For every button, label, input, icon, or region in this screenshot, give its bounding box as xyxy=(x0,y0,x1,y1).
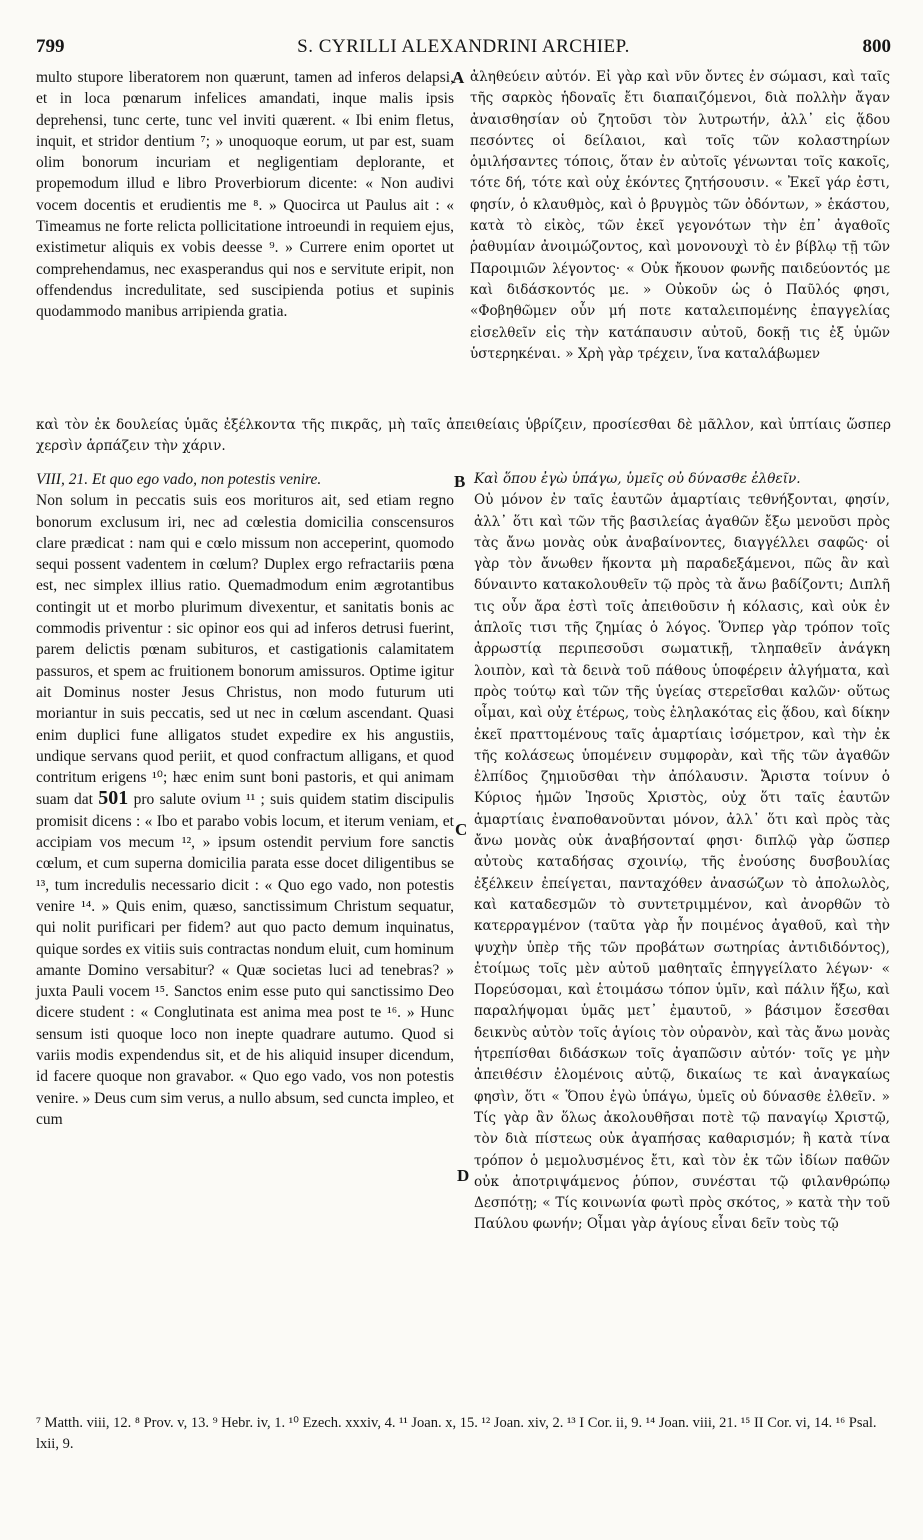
margin-marker-c: C xyxy=(455,820,468,839)
greek-fullwidth-passage: καὶ τὸν ἐκ δουλείας ὑμᾶς ἐξέλκοντα τῆς πικρᾶς, μὴ ταῖς ἀπειθείαις ὑβρίζειν, προσίεσθαι δὲ μᾶλλον, καὶ ὑπτίαις ὥσπερ χερσὶν ἁρπάζειν τὴν χάριν. xyxy=(36,417,891,454)
latin-body-part1: Non solum in peccatis suis eos morituros ait, sed etiam regno bonorum exclusum iri, nec ad cœlestia domicilia conscensuros clare prædicat : nam qui e cœlo missum non acceperint, quomodo sequi possent vadentem in cœlum? Duplex ergo refractariis pœna est, nec simplex illius ratio. Quemadmodum enim ægrotantibus contingit ut et morbo plurimum divexentur, et sanitatis bonis ac commodis priventur : sic opinor eos qui ad inferos detrusi fuerint, parem delictis pœnam subituros, et castigationis calamitatem passuros, et spem ac fruitionem bonorum amissuros. Optime igitur ait Dominus noster Jesus Christus, non modo futurum uti moriantur in suis peccatis, sed ut nec in cœlum ascendant. Quasi enim duplici fune alligatos studet expedire ex his angustiis, undique servans quod periit, et quod confractum alligans, et quod contritum erigens ¹⁰; hæc enim sunt boni pastoris, et qui animam suam dat xyxy=(36,492,454,809)
latin-body-part2: pro salute ovium ¹¹ ; suis quidem statim discipulis promisit dicens : « Ibo et parabo vobis locum, et iterum veniam, et accipiam vos mecum ¹², » ipsum ostendit pervium fore sanctis cœlum, et cum superna domicilia parata esse docet diligentibus se ¹³, tum incredulis necessario dicit : « Quo ego vado, non potestis venire ¹⁴. » Quis enim, quæso, sanctissimum Christum sequatur, qui nolit purificari per fidem? aut quo pacto demum inquinatus, quique sordes ex vitiis suis contractas nondum eluit, cum hominum amante Domino versabitur? « Quæ societas luci ad tenebras? » juxta Pauli vocem ¹⁵. Sanctos enim esse puto qui sanctissimo Deo dicere student : « Conglutinata est anima mea post te ¹⁶. » Hunc sensum isti quoque loco non inepte quadrare autumo. Quod si variis modis expendendus sit, et de his aliquid insuper dicendum, id facere quoque non gravabor. « Quo ego vado, vos non potestis venire. » Deus cum sim verus, a nullo absum, sed cuncta impleo, et cum xyxy=(36,791,455,1128)
footnotes: ⁷ Matth. viii, 12. ⁸ Prov. v, 13. ⁹ Hebr. iv, 1. ¹⁰ Ezech. xxxiv, 4. ¹¹ Joan. x, 15. ¹² Joan. xiv, 2. ¹³ I Cor. ii, 9. ¹⁴ Joan. viii, 21. ¹⁵ II Cor. vi, 14. ¹⁶ Psal. lxii, 9. xyxy=(36,1415,877,1452)
greek-section-heading: Καὶ ὅπου ἐγὼ ὑπάγω, ὑμεῖς οὐ δύνασθε ἐλθεῖν. xyxy=(474,471,801,487)
greek-column-main xyxy=(474,469,890,1236)
latin-section-heading: VIII, 21. Et quo ego vado, non potestis venire. xyxy=(36,471,322,488)
margin-marker-d: D xyxy=(457,1166,470,1185)
column-number: 501 xyxy=(98,787,129,810)
running-title: S. CYRILLI ALEXANDRINI ARCHIEP. xyxy=(297,36,630,57)
latin-column-main xyxy=(36,469,454,1130)
margin-marker-a: A xyxy=(452,68,465,87)
page-number-left: 799 xyxy=(36,36,65,57)
greek-column-top: ἀληθεύειν αὐτόν. Εἰ γὰρ καὶ νῦν ὄντες ἐν σώμασι, καὶ ταῖς τῆς σαρκὸς ἡδοναῖς ἔτι διαπαιζόμενοι, διὰ πολλὴν ἄγαν ἀναισθησίαν οὐ ζητοῦσι τὸν λυτρωτήν, ἀλλ᾽ εἰς ᾅδου πεσόντες οἱ δείλαιοι, καὶ τοῖς τῶν κολαστηρίων ὁμιλήσαντες τόποις, ὅταν ἐν αὐτοῖς γένωνται τοῖς κακοῖς, τότε δή, τότε καὶ οὐχ ἑκόντες ζητήσουσιν. « Ἐκεῖ γάρ ἐστι, φησίν, ὁ κλαυθμὸς, καὶ ὁ βρυγμὸς τῶν ὀδόντων, » ἑκάστου, κατὰ τὸ εἰκὸς, τῶν ἐκεῖ γεγονότων τὴν ἐπ᾽ ἀγαθοῖς ῥαθυμίαν ἀνοιμώζοντος, καὶ μονονουχὶ τὸ ἐν βίβλῳ τῇ τῶν Παροιμιῶν λέγοντος· « Οὐκ ἤκουον φωνῆς παιδεύοντός με καὶ διδάσκοντός με. » Οὐκοῦν ὡς ὁ Παῦλός φησι, «Φοβηθῶμεν οὖν μή ποτε καταλειπομένης ἐπαγγελίας εἰσελθεῖν εἰς τὴν κατάπαυσιν αὐτοῦ, δοκῇ τις ἐξ ὑμῶν ὑστερηκέναι. » Χρὴ γὰρ τρέχειν, ἵνα καταλάβωμεν xyxy=(470,69,890,362)
page-header xyxy=(36,36,891,64)
latin-column-top: multo stupore liberatorem non quærunt, tamen ad inferos delapsi, et in loca pœnarum infelices amandati, inque malis ipsis deprehensi, tunc certe, tunc vel inviti quærent. « Ibi enim fletus, inquit, et stridor dentium ⁷; » unoquoque eorum, ut par est, suam olim bonorum incuriam et negligentiam deplorante, et propemodum illud e libro Proverbiorum dicente: « Non audivi vocem docentis et erudientis me ⁸. » Quocirca ut Paulus ait : « Timeamus ne forte relicta pollicitatione introeundi in requiem ejus, existimetur aliquis ex vobis deesse ⁹. » Currere enim oportet ut comprehendamus, nec exasperandus qui nos e servitute eripit, non offendendus incredulitate, sed suscipienda potius et supinis quodammodo manibus arripienda gratia. xyxy=(36,69,454,321)
page-number-right: 800 xyxy=(862,36,891,57)
margin-marker-b: B xyxy=(454,472,466,491)
greek-body: Οὐ μόνον ἐν ταῖς ἑαυτῶν ἁμαρτίαις τεθνήξονται, φησίν, ἀλλ᾽ ὅτι καὶ τῶν τῆς βασιλείας ἀγαθῶν ἔξω μενοῦσι πρὸς τὰς ἄνω μονὰς οὐκ ἀναβαίνοντες, διαγγέλλει σαφῶς· οἱ γὰρ τὸν ἄνωθεν ἥκοντα μὴ παραδεξάμενοι, πῶς ἂν καὶ δύναιντο κατακολουθεῖν τῷ πρὸς τὰ ἄνω βαδίζοντι; Διπλῆ τις οὖν ἄρα ἐστὶ τοῖς ἀπειθοῦσιν ἡ κόλασις, καὶ οὐκ ἐν ἁπλοῖς τισι τῆς ζημίας ὁ λόγος. Ὅνπερ γὰρ τρόπον τοῖς ἀρρωστίᾳ περιπεσοῦσι σωματικῇ, τληπαθεῖν ἀνάγκη λοιπὸν, καὶ τὰ δεινὰ τοῦ πάθους ὑποφέρειν ἀλγήματα, καὶ πρὸς τούτῳ καὶ τῶν τῆς ὑγείας στερεῖσθαι καλῶν· οὕτως οἶμαι, καὶ οὐχ ἑτέρως, τοὺς ἐληλακότας εἰς ᾅδου, καὶ δίκην ἐκεῖ πραττομένους ταῖς ἁμαρτίαις ἰσόμετρον, καὶ τὴν ἐκ τῆς κολάσεως ὑπομένειν συμφορὰν, καὶ τῆς τῶν ἀγαθῶν ἐλπίδος ζημιοῦσθαι τὴν ἀπόλαυσιν. Ἄριστα τοίνυν ὁ Κύριος ἡμῶν Ἰησοῦς Χριστὸς, οὐχ ὅτι ταῖς ἑαυτῶν ἁμαρτίαις ἐναποθανοῦνται μόνον, ἀλλ᾽ ὅτι καὶ πρὸς τὰς ἄνω μονὰς οὐκ ἀναβήσονταί φησι· διπλῷ γὰρ ὥσπερ αὐτοὺς καταδήσας σχοινίῳ, τῆς ἐνούσης δυσβουλίας ἐξέλκειν ἐπείγεται, πανταχόθεν ἀνασώζων τὸ ἀπολωλὸς, καὶ καταδεσμῶν τὸ συντετριμμένον, καὶ ἀνορθῶν τὸ κατερραγμένον (ταῦτα γὰρ ἦν ποιμένος ἀγαθοῦ, καὶ τὴν ψυχὴν ὑπὲρ τῆς τῶν προβάτων σωτηρίας ἀντιδιδόντος), ἐτοίμως τοῖς μὲν αὐτοῦ μαθηταῖς ἐπηγγείλατο λέγων· « Πορεύσομαι, καὶ ἑτοιμάσω τόπον ὑμῖν, καὶ πάλιν ἥξω, καὶ παραλήψομαι ὑμᾶς μετ᾽ ἐμαυτοῦ, » βάσιμον ἔσεσθαι δεικνὺς αὐτὸν τοῖς ἁγίοις τὸν οὐρανὸν, καὶ τὰς ἄνω μονὰς ἡτρεπίσθαι διδάσκων τοῖς ἀγαπῶσιν αὐτόν· τοῖς γε μὴν ἀπειθέσιν ἐλομένοις αὐτῷ, δικαίως τε καὶ ἀναγκαίως φησὶν, ὅτι « Ὅπου ἐγὼ ὑπάγω, ὑμεῖς οὐ δύνασθε ἐλθεῖν. » Τίς γὰρ ἂν ὅλως ἀκολουθῆσαι ποτὲ τῷ παναγίῳ Χριστῷ, τὸν διὰ πίστεως οὐκ ἀγαπήσας καθαρισμόν; ἢ κατὰ τίνα τρόπον ὁ μεμολυσμένος ἔτι, καὶ τὸν ἐκ τῶν ἰδίων παθῶν οὐκ ἀποτριψάμενος ῥύπον, συνέσται τῷ φιλανθρώπῳ Δεσπότῃ; « Τίς κοινωνία φωτὶ πρὸς σκότος, » κατὰ τὴν τοῦ Παύλου φωνήν; Οἶμαι γὰρ ἁγίους εἶναι δεῖν τοὺς τῷ xyxy=(474,492,890,1233)
